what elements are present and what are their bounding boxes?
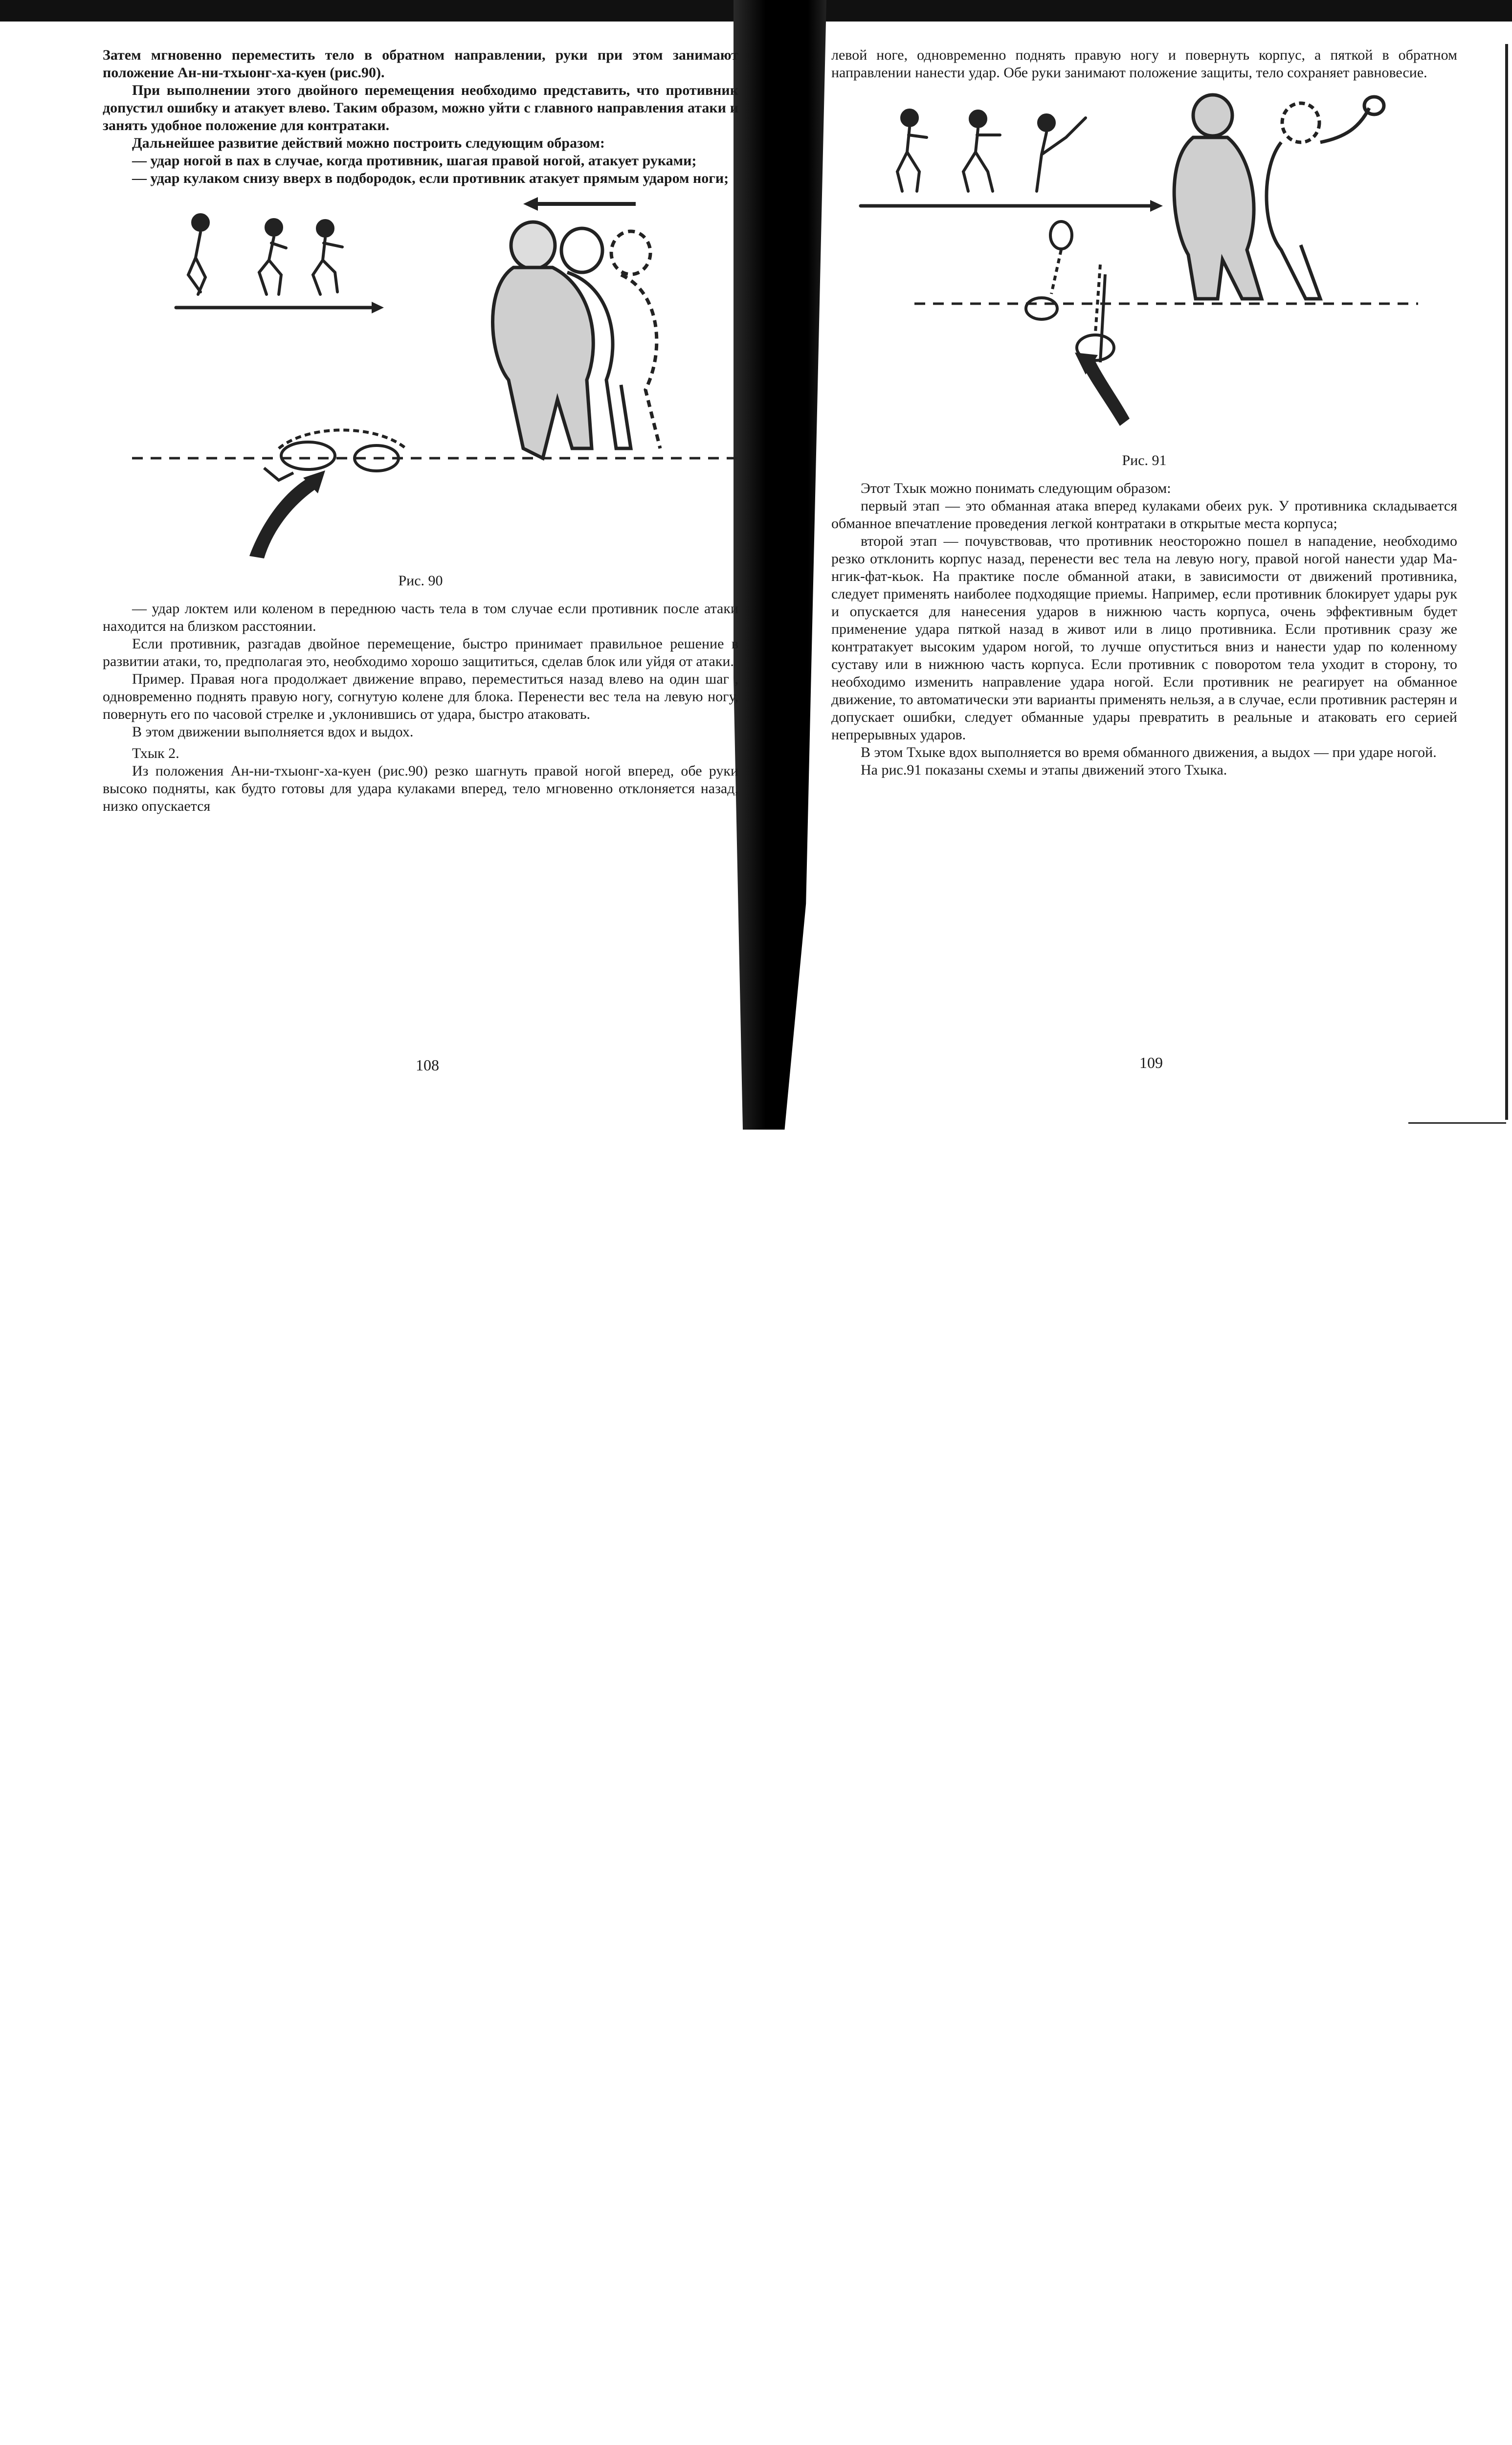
figure-91-caption: Рис. 91 bbox=[1122, 452, 1167, 468]
left-page bbox=[103, 46, 738, 815]
figure-91-illustration bbox=[831, 89, 1457, 445]
section-heading: Тхык 2. bbox=[132, 745, 179, 761]
left-page-bottom-text bbox=[103, 600, 738, 815]
right-page-bottom-text bbox=[831, 480, 1457, 779]
paragraph: — удар ногой в пах в случае, когда противник, шагая правой ногой, атакует руками; bbox=[132, 153, 697, 169]
paragraph: Из положения Ан-ни-тхыонг-ха-куен (рис.90) резко шагнуть правой ногой вперед, обе руки высоко подняты, как будто готовы для удара кулаками вперед, тело мгновенно отклоняется назад, низко опускается bbox=[103, 763, 738, 814]
paragraph: В этом движении выполняется вдох и выдох. bbox=[132, 724, 414, 740]
figure-90-illustration bbox=[103, 194, 738, 566]
paragraph: первый этап — это обманная атака вперед кулаками обеих рук. У противника складывается обманное впечатление проведения легкой контратаки в открытые места корпуса; bbox=[831, 498, 1457, 532]
paragraph: При выполнении этого двойного перемещения необходимо представить, что противник допустил ошибку и атакует влево. Таким образом, можно уйти с главного направления атаки и занять удобное положение для контратаки. bbox=[103, 82, 738, 133]
book-spine-shadow bbox=[734, 0, 826, 1130]
paragraph: Дальнейшее развитие действий можно построить следующим образом: bbox=[132, 135, 605, 151]
paragraph: Если противник, разгадав двойное перемещение, быстро принимает правильное решение в развитии атаки, то, предполагая это, необходимо хорошо защититься, сделав блок или уйдя от атаки. bbox=[103, 636, 738, 669]
page-number-left: 108 bbox=[416, 1056, 439, 1074]
paragraph: Этот Тхык можно понимать следующим образом: bbox=[861, 480, 1171, 496]
left-page-top-text bbox=[103, 46, 738, 187]
right-page-top-text bbox=[831, 46, 1457, 82]
bottom-page-edge bbox=[1408, 1122, 1506, 1124]
figure-91 bbox=[831, 89, 1457, 445]
paragraph: Затем мгновенно переместить тело в обратном направлении, руки при этом занимают положение Ан-ни-тхыонг-ха-куен (рис.90). bbox=[103, 47, 738, 81]
paragraph: левой ноге, одновременно поднять правую ногу и повернуть корпус, а пяткой в обратном направлении нанести удар. Обе руки занимают положение защиты, тело сохраняет равновесие. bbox=[831, 47, 1457, 81]
paragraph: — удар кулаком снизу вверх в подбородок, если противник атакует прямым ударом ноги; bbox=[132, 170, 729, 186]
right-page-edge bbox=[1505, 44, 1508, 1120]
figure-90 bbox=[103, 194, 738, 566]
paragraph: В этом Тхыке вдох выполняется во время обманного движения, а выдох — при ударе ногой. bbox=[861, 744, 1437, 760]
right-page bbox=[831, 46, 1457, 779]
figure-90-caption: Рис. 90 bbox=[398, 573, 443, 589]
book-spread-scan bbox=[0, 0, 1512, 1130]
paragraph: второй этап — почувствовав, что противник неосторожно пошел в нападение, необходимо резко отклонить корпус назад, перенести вес тела на левую ногу, правой ногой нанести удар Ма-нгик-фат-кьок. На практике после обманной атаки, в зависимости от движений противника, следует применять наиболее подходящие приемы. Например, если противник блокирует удары рук и опускается для нанесения ударов в нижнюю часть корпуса, очень эффективным будет применение удара пяткой назад в живот или в лицо противника. Если противник сразу же контратакует высоким ударом ногой, то лучше опуститься вниз и нанести удар по коленному суставу или в нижнюю часть корпуса. Если противник с поворотом тела уходит в сторону, то необходимо изменить направление удара ногой. Если противник не реагирует на обманное движение, то автоматически эти варианты применять нельзя, а в случае, если противник растерян и допускает ошибки, следует обманные удары превратить в реальные и атаковать его серией непрерывных ударов. bbox=[831, 533, 1457, 743]
paragraph: Пример. Правая нога продолжает движение вправо, переместиться назад влево на один шаг , одновременно поднять правую ногу, согнутую колене для блока. Перенести вес тела на левую ногу, повернуть его по часовой стрелке и ,уклонившись от удара, быстро атаковать. bbox=[103, 671, 738, 722]
paragraph: На рис.91 показаны схемы и этапы движений этого Тхыка. bbox=[861, 762, 1227, 778]
paragraph: — удар локтем или коленом в переднюю часть тела в том случае если противник после атаки находится на близком расстоянии. bbox=[103, 600, 738, 634]
page-number-right: 109 bbox=[1139, 1054, 1163, 1071]
